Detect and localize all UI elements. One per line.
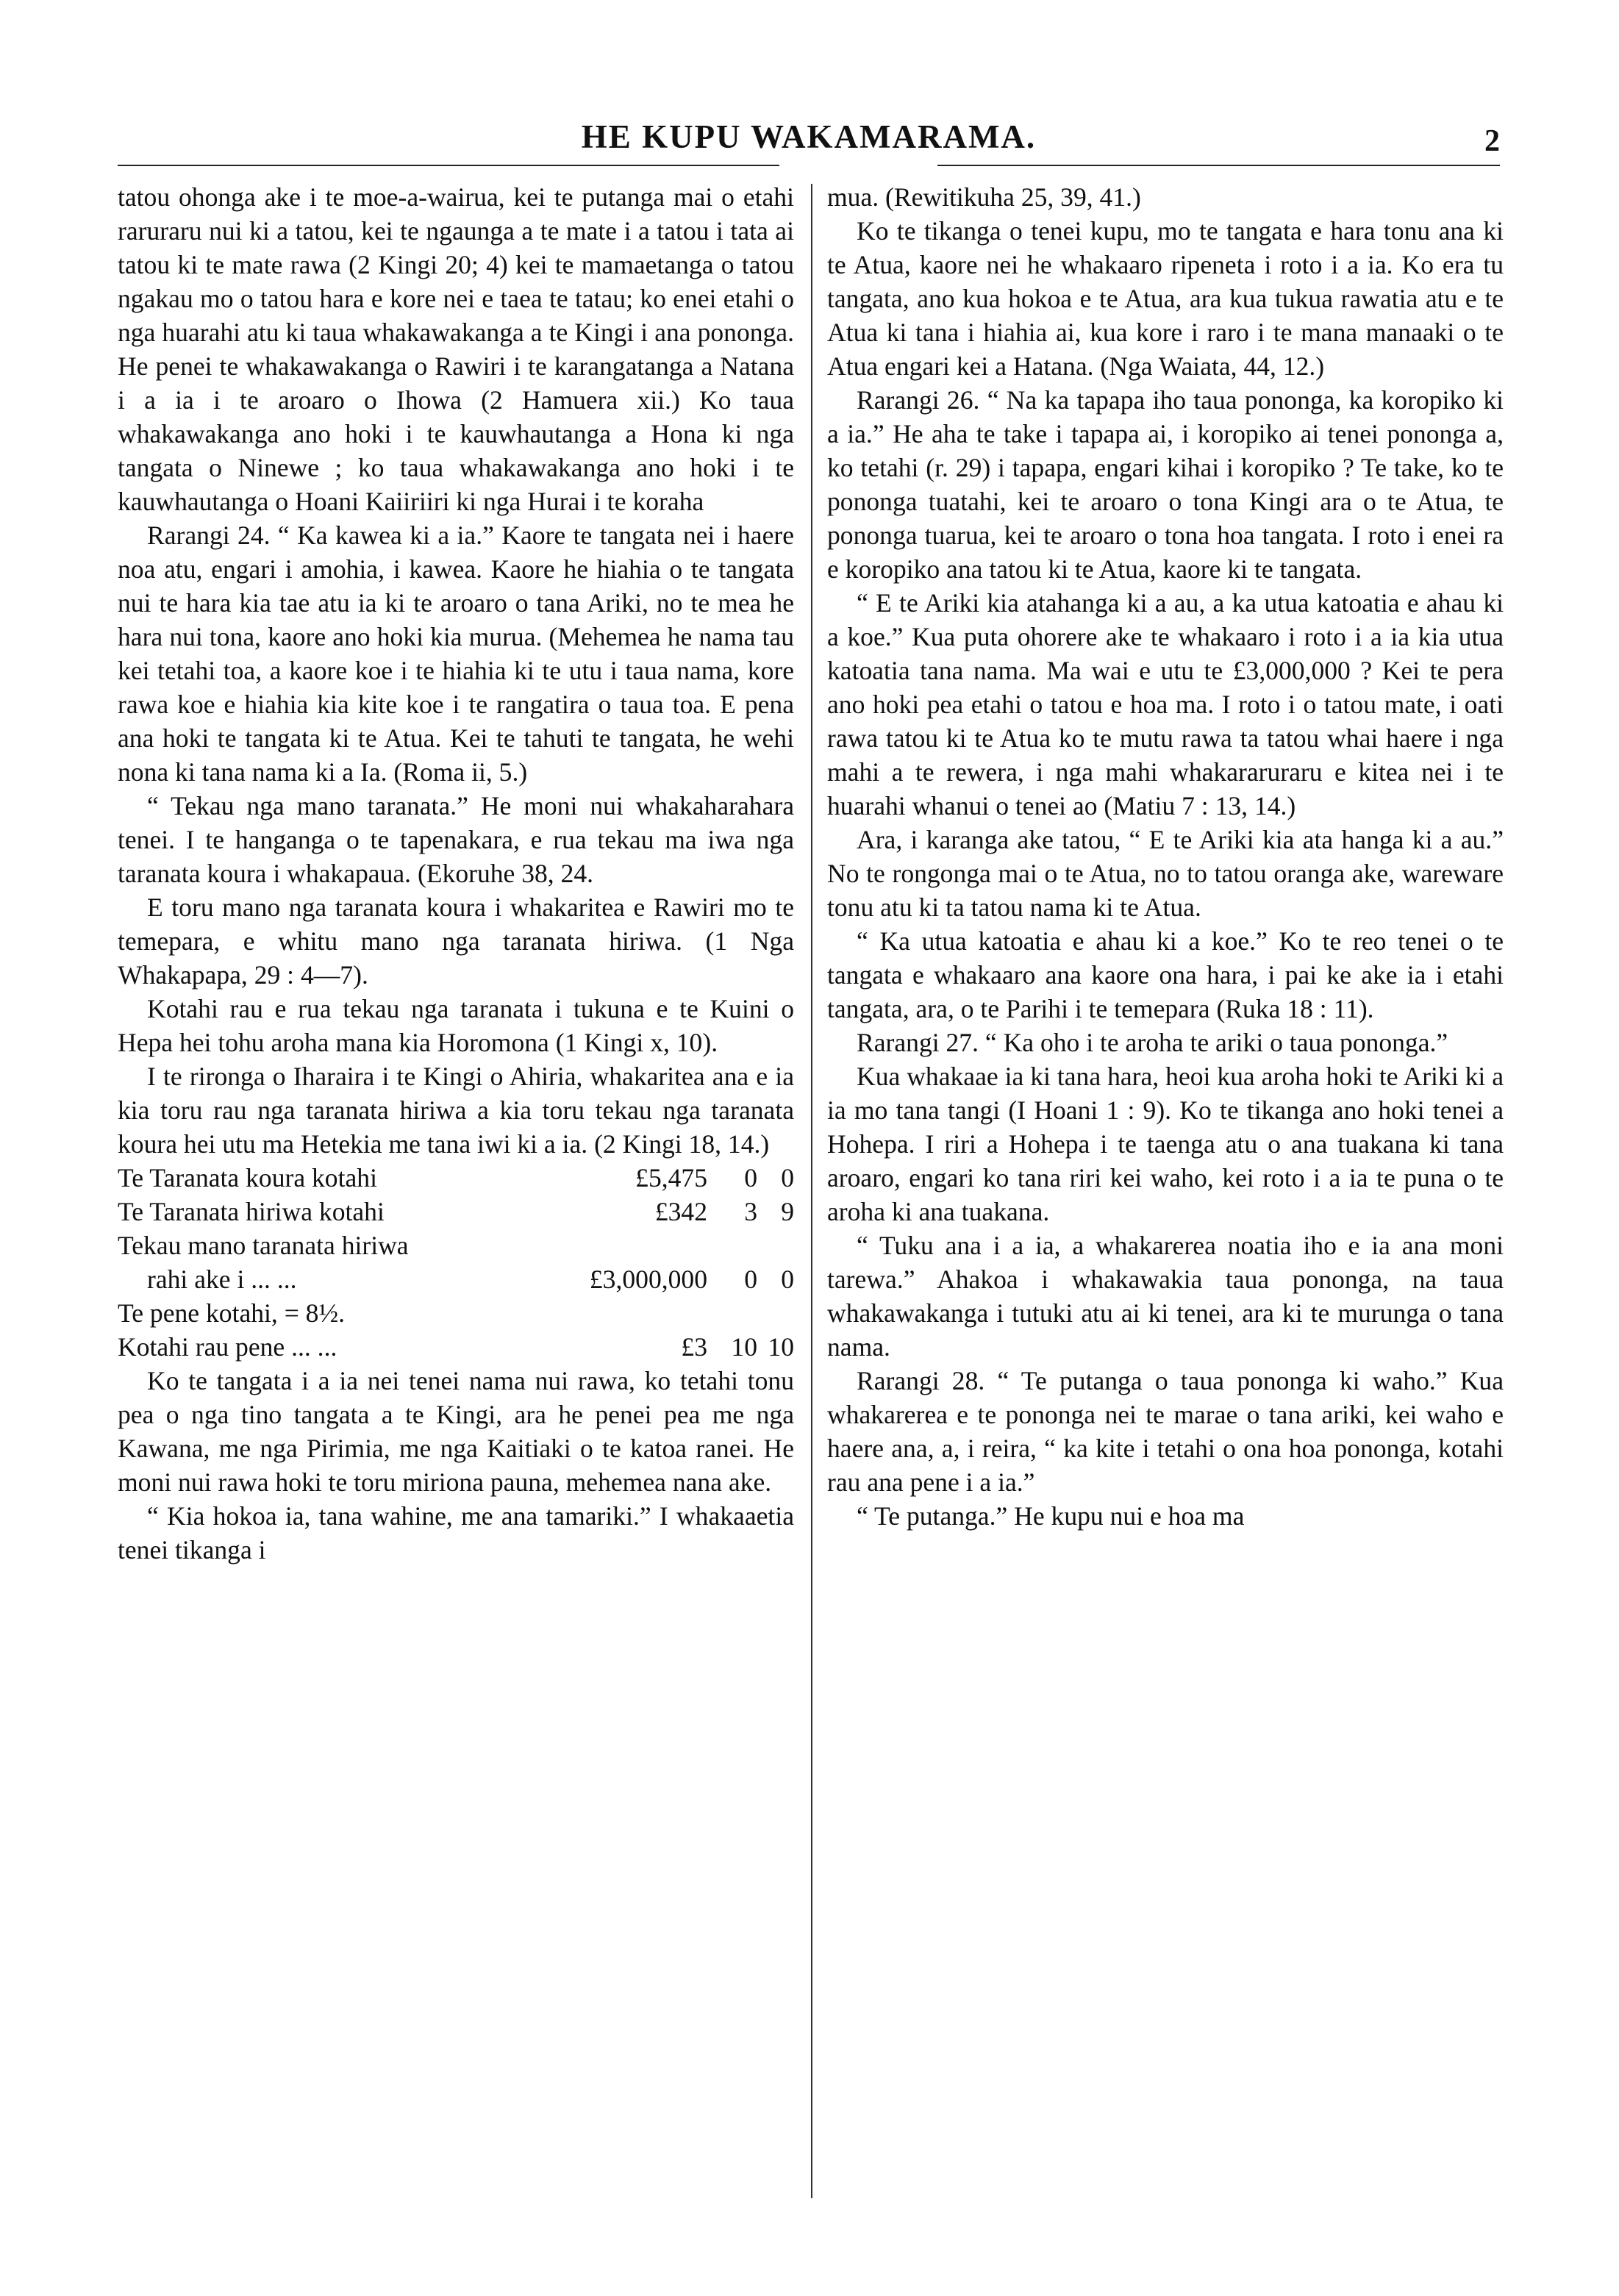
- paragraph: E toru mano nga taranata koura i whakaritea e Rawiri mo te temepara, e whitu mano nga taranata hiriwa. (1 Nga Whakapapa, 29 : 4—7).: [118, 893, 794, 990]
- money-shillings: 0: [744, 1265, 757, 1294]
- table-row: [118, 1229, 794, 1262]
- money-amount: £3: [681, 1332, 707, 1362]
- table-row: [118, 1262, 794, 1296]
- header-rule-left: [118, 165, 779, 166]
- money-shillings: 3: [744, 1197, 757, 1226]
- paragraph: Kua whakaae ia ki tana hara, heoi kua aroha hoki te Ariki ki a ia mo tana tangi (I Hoani 1 : 9). Ko te tikanga ano hoki tenei a Hohepa. I riri a Hohepa i te taenga atu o ana tuakana ki tana aroaro, engari ko tana riri kei waho, kei roto i a ia te puna o te aroha ki ana tuakana.: [827, 1062, 1504, 1226]
- paragraph: Rarangi 24. “ Ka kawea ki a ia.” Kaore te tangata nei i haere noa atu, engari i amohia, i kawea. Kaore he hiahia o te tangata nui te hara kia tae atu ia ki te aroaro o tana Ariki, no te mea he hara nui tona, kaore ano hoki kia murua. (Mehemea he nama tau kei tetahi toa, a kaore koe i te hiahia ki te utu i taua nama, kore rawa koe e hiahia kia kite koe i te rangatira o taua toa. E pena ana hoki te tangata ki te Atua. Kei te tahuti te tangata, he wehi nona ki tana nama ki a Ia. (Roma ii, 5.): [118, 521, 794, 787]
- money-table: [118, 1161, 794, 1364]
- money-pence: [757, 1229, 794, 1262]
- column-divider: [811, 184, 812, 2198]
- money-pence: 0: [781, 1265, 794, 1294]
- paragraph: “ Tekau nga mano taranata.” He moni nui whakaharahara tenei. I te hanganga o te tapenakara, e rua tekau ma iwa nga taranata koura i whakapaua. (Ekoruhe 38, 24.: [118, 791, 794, 888]
- page-header: [118, 118, 1500, 169]
- money-pence: 9: [781, 1197, 794, 1226]
- money-label: Te pene kotahi, = 8½.: [118, 1298, 346, 1328]
- money-label: rahi ake i ... ...: [147, 1265, 297, 1294]
- paragraph: “ Kia hokoa ia, tana wahine, me ana tamariki.” I whakaaetia tenei tikanga i: [118, 1501, 794, 1564]
- paragraph: I te rironga o Iharaira i te Kingi o Ahiria, whakaritea ana e ia kia toru rau nga taranata hiriwa a kia toru tekau nga taranata koura hei utu ma Hetekia me tana iwi ki a ia. (2 Kingi 18, 14.): [118, 1062, 794, 1159]
- money-amount: £342: [654, 1197, 707, 1226]
- paragraph: Ara, i karanga ake tatou, “ E te Ariki kia ata hanga ki a au.” No te rongonga mai o te Atua, no to tatou oranga ake, wareware tonu atu ki ta tatou nama ki te Atua.: [827, 825, 1504, 922]
- paragraph: Rarangi 28. “ Te putanga o taua pononga ki waho.” Kua whakarerea e te pononga nei te marae o tana ariki, kei waho e haere ana, a, i reira, “ ka kite i tetahi o ona hoa pononga, kotahi rau ana pene i a ia.”: [827, 1366, 1504, 1497]
- money-pence: 0: [781, 1163, 794, 1192]
- paragraph: “ E te Ariki kia atahanga ki a au, a ka utua katoatia e ahau ki a koe.” Kua puta ohorere ake te whakaaro i roto i a ia kia utua katoatia tana nama. Ma wai e utu te £3,000,000 ? Kei te pera ano hoki pea etahi o tatou e hoa ma. I roto i o tatou mate, i oati rawa tatou ki te Atua ko te mutu rawa ta tatou whai haere i nga mahi a te rewera, i nga mahi whakararuraru e kitea nei i te huarahi whanui o tenei ao (Matiu 7 : 13, 14.): [827, 588, 1504, 820]
- money-amount: £5,475: [635, 1163, 707, 1192]
- table-row: [118, 1296, 794, 1330]
- right-column: [827, 180, 1504, 1533]
- money-amount: £3,000,000: [589, 1265, 707, 1294]
- money-label: Kotahi rau pene ... ...: [118, 1332, 337, 1362]
- money-shillings: 10: [731, 1332, 757, 1362]
- paragraph: tatou ohonga ake i te moe-a-wairua, kei te putanga mai o etahi raruraru nui ki a tatou, kei te ngaunga a te mate i a tatou i tata ai tatou ki te mate rawa (2 Kingi 20; 4) kei te mamaetanga o tatou ngakau mo o tatou hara e kore nei e taea te tatau; ko enei etahi o nga huarahi atu ki taua whakawakanga a te Kingi i ana pononga. He penei te whakawakanga o Rawiri i te karangatanga a Natana i a ia i te aroaro o Ihowa (2 Hamuera xii.) Ko taua whakawakanga ano hoki i te kauwhautanga a Hona ki nga tangata o Ninewe ; ko taua whakawakanga ano hoki i te kauwhautanga o Hoani Kaiiriiri ki nga Hurai i te koraha: [118, 182, 794, 516]
- paragraph: “ Tuku ana i a ia, a whakarerea noatia iho e ia ana moni tarewa.” Ahakoa i whakawakia taua pononga, na taua whakawakanga i tutuki atu ai ki tenei, ara ki te murunga o tana nama.: [827, 1231, 1504, 1362]
- table-row: [118, 1330, 794, 1364]
- table-row: [118, 1161, 794, 1195]
- money-shillings: [721, 1229, 757, 1262]
- money-label: Te Taranata koura kotahi: [118, 1163, 377, 1192]
- paragraph: Ko te tangata i a ia nei tenei nama nui rawa, ko tetahi tonu pea o nga tino tangata a te Kingi, ara he penei pea me nga Kawana, me nga Pirimia, me nga Kaitiaki o te katoa ranei. He moni nui rawa hoki te toru miriona pauna, mehemea nana ake.: [118, 1366, 794, 1497]
- paragraph: Rarangi 27. “ Ka oho i te aroha te ariki o taua pononga.”: [857, 1028, 1448, 1057]
- money-label: Tekau mano taranata hiriwa: [118, 1231, 409, 1260]
- paragraph: mua. (Rewitikuha 25, 39, 41.): [827, 182, 1141, 212]
- page-number: 2: [1484, 124, 1500, 158]
- paragraph: “ Ka utua katoatia e ahau ki a koe.” Ko te reo tenei o te tangata e whakaaro ana kaore ona hara, i pai ke ake ia i etahi tangata, ara, o te Parihi i te temepara (Ruka 18 : 11).: [827, 926, 1504, 1023]
- paragraph: Kotahi rau e rua tekau nga taranata i tukuna e te Kuini o Hepa hei tohu aroha mana kia Horomona (1 Kingi x, 10).: [118, 994, 794, 1057]
- money-shillings: 0: [744, 1163, 757, 1192]
- paragraph: Ko te tikanga o tenei kupu, mo te tangata e hara tonu ana ki te Atua, kaore nei he whakaaro ripeneta i roto i a ia. Ko era tu tangata, ano kua hokoa e te Atua, ara kua tukua rawatia atu e te Atua ki tana i hiahia ai, kua kore i raro i te mana manaaki o te Atua engari kei a Hatana. (Nga Waiata, 44, 12.): [827, 216, 1504, 381]
- header-rule-right: [937, 165, 1500, 166]
- money-shillings: [721, 1296, 757, 1330]
- paragraph: Rarangi 26. “ Na ka tapapa iho taua pononga, ka koropiko ki a ia.” He aha te take i tapapa ai, i koropiko ai tenei pononga a, ko tetahi (r. 29) i tapapa, engari kihai i koropiko ? Te take, ko te pononga tuatahi, kei te aroaro o tona Kingi ara o te Atua, te pononga tuarua, kei te aroaro o tona hoa tangata. I roto i enei ra e koropiko ana tatou ki te Atua, kaore ki te tangata.: [827, 385, 1504, 584]
- table-row: [118, 1195, 794, 1229]
- money-label: Te Taranata hiriwa kotahi: [118, 1197, 385, 1226]
- money-amount: [533, 1229, 721, 1262]
- money-pence: 10: [768, 1332, 794, 1362]
- money-pence: [757, 1296, 794, 1330]
- money-amount: [533, 1296, 721, 1330]
- running-head: HE KUPU WAKAMARAMA.: [581, 118, 1037, 155]
- paragraph: “ Te putanga.” He kupu nui e hoa ma: [857, 1501, 1245, 1531]
- left-column: [118, 180, 794, 1567]
